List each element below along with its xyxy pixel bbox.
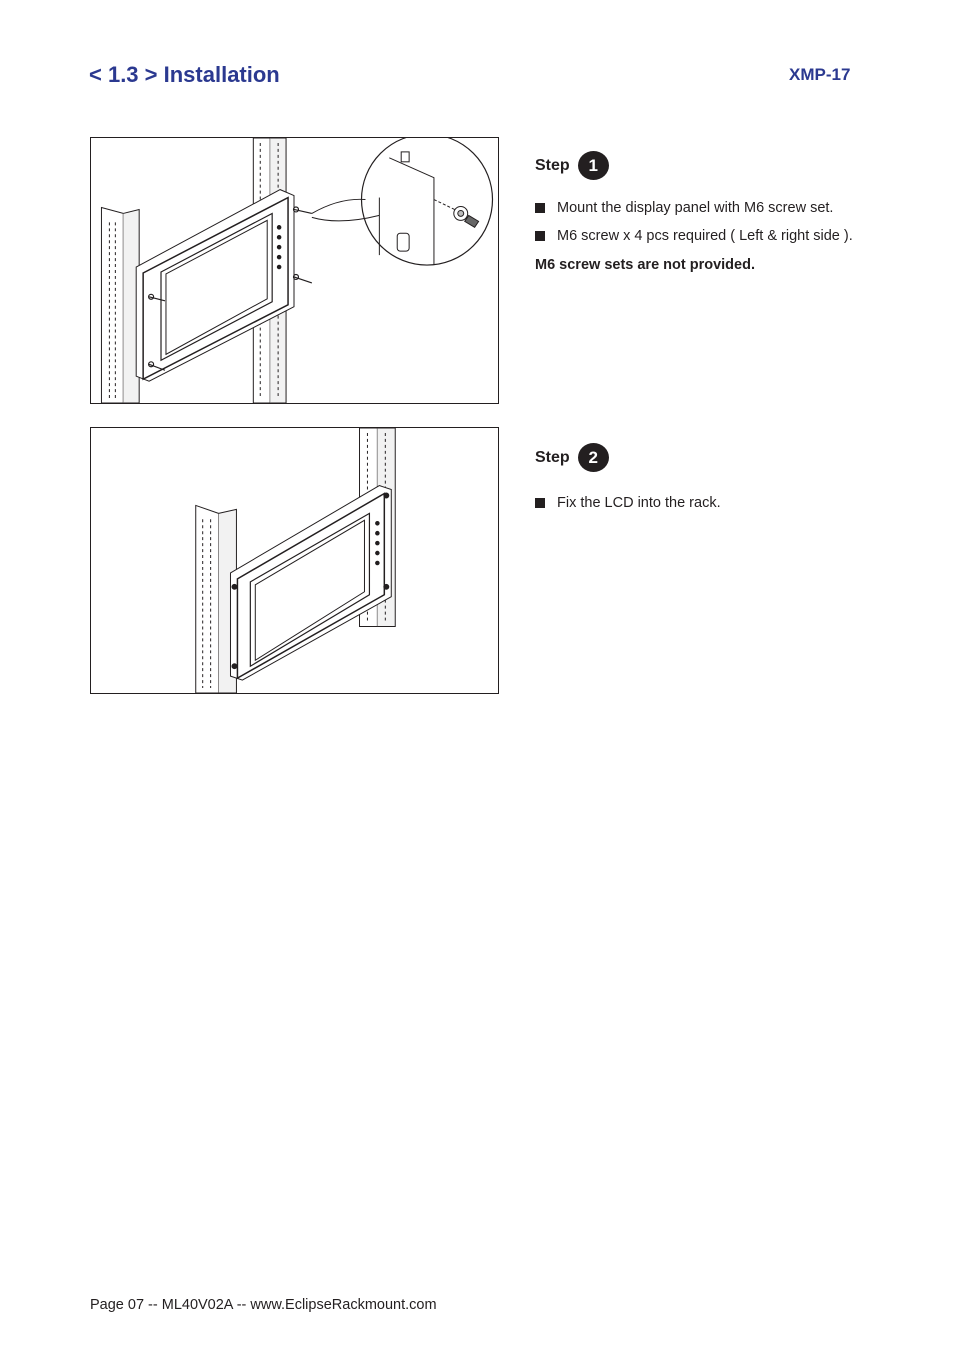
page-footer: Page 07 -- ML40V02A -- www.EclipseRackmount.com: [90, 1297, 437, 1313]
step-1-bullet: [535, 228, 853, 244]
step-2-illustration: [90, 427, 499, 694]
step-1-number-badge: 1: [578, 151, 609, 180]
step-1-bullet-text: M6 screw x 4 pcs required ( Left & right side ).: [557, 228, 853, 244]
step-1-label: Step: [535, 156, 570, 174]
section-title: < 1.3 > Installation: [89, 62, 280, 87]
step-1-bullet-text: Mount the display panel with M6 screw set.: [557, 200, 834, 216]
bullet-square-icon: [535, 498, 545, 508]
step-1-note: M6 screw sets are not provided.: [535, 257, 755, 273]
bullet-square-icon: [535, 231, 545, 241]
bullet-square-icon: [535, 203, 545, 213]
step-1-illustration: [90, 137, 499, 404]
step-2-number-badge: 2: [578, 443, 609, 472]
step-2-label: Step: [535, 448, 570, 466]
step-2-bullet: [535, 495, 721, 511]
step-1-heading: [535, 151, 609, 180]
step-2-bullet-text: Fix the LCD into the rack.: [557, 495, 721, 511]
step-1-bullet: [535, 200, 833, 216]
model-name: XMP-17: [789, 65, 851, 84]
step-2-heading: [535, 443, 609, 472]
